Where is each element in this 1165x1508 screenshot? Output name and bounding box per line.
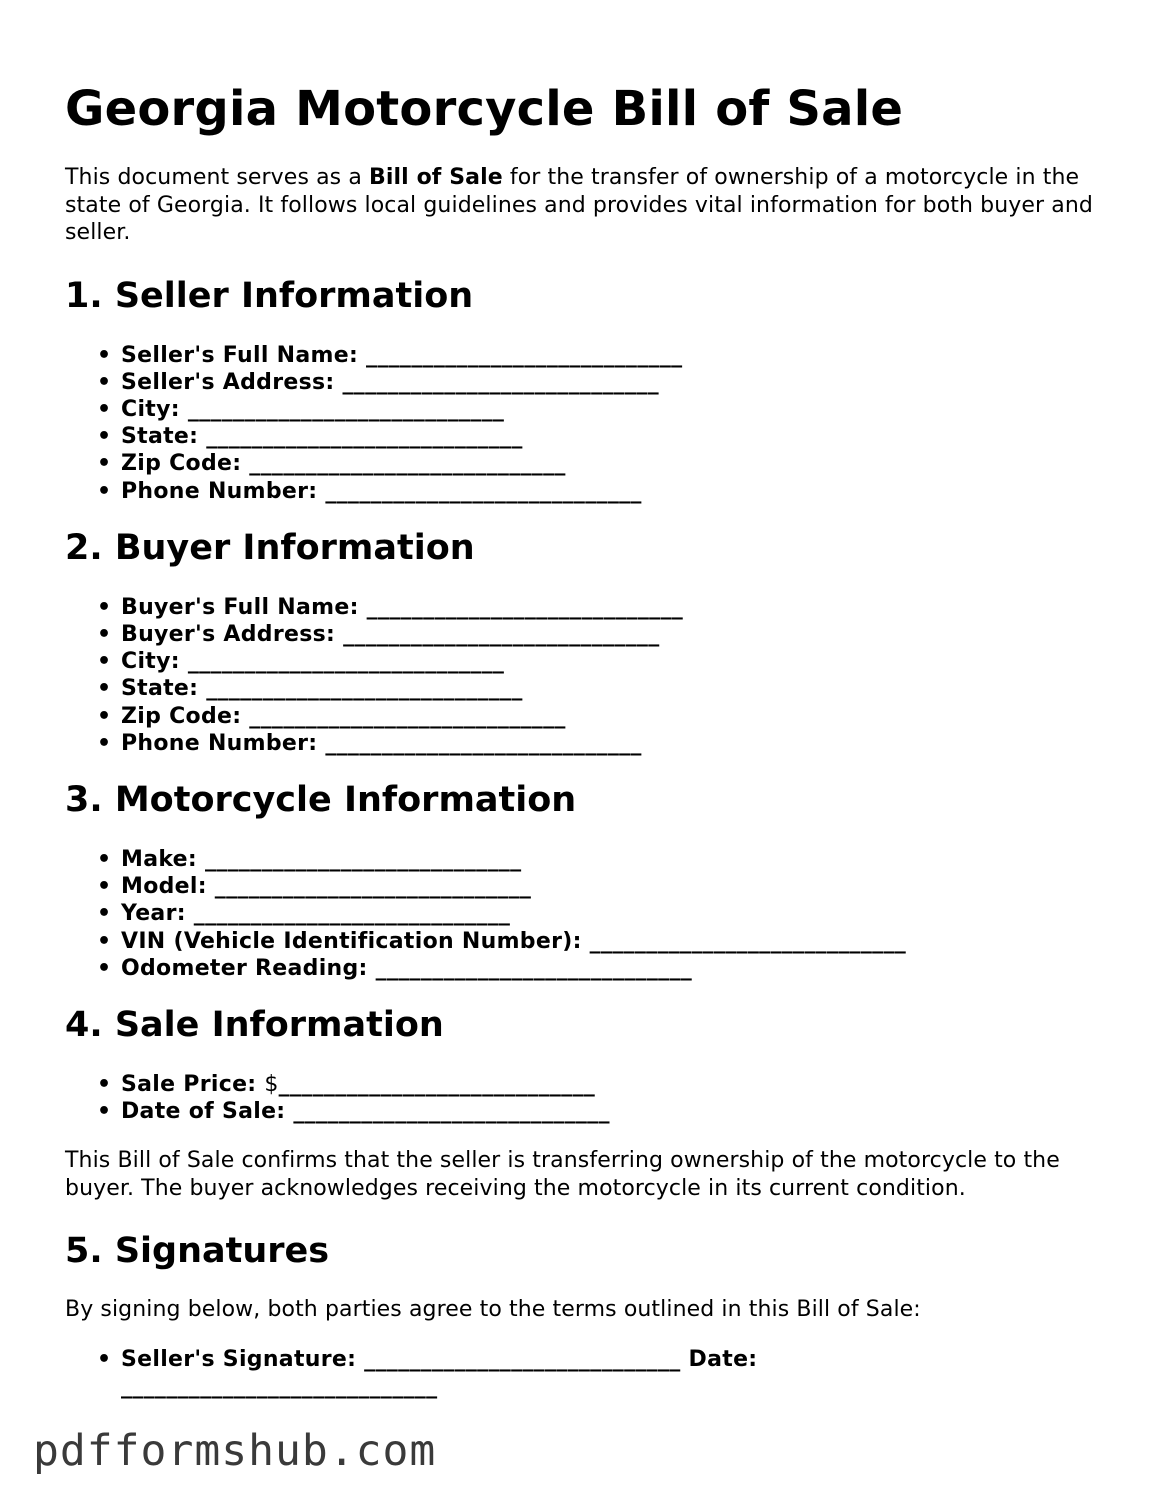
signature-blank[interactable]: ____________________________	[364, 1346, 681, 1372]
fill-blank[interactable]: ____________________________	[325, 478, 642, 504]
year-field[interactable]: • Year: ____________________________	[97, 900, 1105, 927]
fill-blank[interactable]: ____________________________	[249, 451, 566, 477]
sale-section-heading: 4. Sale Information	[65, 1004, 444, 1045]
seller-state-field[interactable]: • State: ____________________________	[97, 423, 1105, 450]
seller-address-field[interactable]: • Seller's Address: ____________________________	[97, 369, 1105, 396]
fill-blank[interactable]: ____________________________	[366, 594, 684, 620]
motorcycle-field-list	[65, 846, 1105, 982]
buyer-state-field[interactable]: • State: ____________________________	[97, 675, 1105, 702]
fill-blank[interactable]: ____________________________	[187, 396, 505, 422]
seller-section-heading: 1. Seller Information	[65, 275, 474, 316]
fill-blank[interactable]: ____________________________	[342, 369, 659, 395]
watermark: pdfformshub.com	[33, 1426, 437, 1476]
fill-blank[interactable]: ____________________________	[293, 1099, 610, 1125]
fill-blank[interactable]: ____________________________	[278, 1071, 596, 1097]
signatures-section-heading: 5. Signatures	[65, 1231, 330, 1272]
seller-full-name-field[interactable]: • Seller's Full Name: ____________________________	[97, 342, 1105, 369]
fill-blank[interactable]: ____________________________	[325, 730, 642, 756]
model-field[interactable]: • Model: ____________________________	[97, 873, 1105, 900]
sale-field-list	[65, 1071, 1105, 1125]
fill-blank[interactable]: ____________________________	[366, 342, 683, 368]
fill-blank[interactable]: ____________________________	[187, 649, 505, 675]
document-page	[65, 80, 1105, 1400]
buyer-address-field[interactable]: • Buyer's Address: ____________________________	[97, 621, 1105, 648]
fill-blank[interactable]: ____________________________	[589, 928, 907, 954]
fill-blank[interactable]: ____________________________	[206, 424, 523, 450]
fill-blank[interactable]: ____________________________	[206, 676, 523, 702]
signature-field-list	[65, 1346, 837, 1400]
fill-blank[interactable]: ____________________________	[193, 901, 511, 927]
buyer-full-name-field[interactable]: • Buyer's Full Name: ____________________________	[97, 594, 1105, 621]
sale-price-field[interactable]: • Sale Price: $____________________________	[97, 1071, 1105, 1098]
odometer-field[interactable]: • Odometer Reading: ____________________________	[97, 955, 1105, 982]
sale-confirmation-paragraph: This Bill of Sale confirms that the seller is transferring ownership of the motorcycle to the buyer. The buyer acknowledges receiving the motorcycle in its current condition.	[65, 1148, 1060, 1201]
buyer-city-field[interactable]: • City: ____________________________	[97, 648, 1105, 675]
fill-blank[interactable]: ____________________________	[204, 846, 522, 872]
seller-zip-field[interactable]: • Zip Code: ____________________________	[97, 450, 1105, 477]
buyer-zip-field[interactable]: • Zip Code: ____________________________	[97, 703, 1105, 730]
intro-paragraph	[65, 164, 1105, 247]
fill-blank[interactable]: ____________________________	[375, 955, 693, 981]
signatures-intro: By signing below, both parties agree to the terms outlined in this Bill of Sale:	[65, 1297, 921, 1323]
seller-signature-field[interactable]: • Seller's Signature: ____________________________ Date: ____________________________	[97, 1346, 837, 1400]
sale-date-field[interactable]: • Date of Sale: ____________________________	[97, 1098, 1105, 1125]
buyer-phone-field[interactable]: • Phone Number: ____________________________	[97, 730, 1105, 757]
fill-blank[interactable]: ____________________________	[343, 621, 660, 647]
buyer-field-list	[65, 594, 1105, 757]
motorcycle-section-heading: 3. Motorcycle Information	[65, 779, 577, 820]
seller-city-field[interactable]: • City: ____________________________	[97, 396, 1105, 423]
intro-text-after: for the transfer of ownership of a motorcycle in the state of Georgia. It follows local guidelines and provides vital information for both buyer and seller.	[65, 165, 1093, 245]
signature-date-blank[interactable]: ____________________________	[121, 1374, 438, 1400]
intro-bold-term: Bill of Sale	[369, 165, 503, 190]
buyer-section-heading: 2. Buyer Information	[65, 527, 475, 568]
seller-field-list	[65, 342, 1105, 505]
intro-text-before: This document serves as a	[65, 165, 370, 190]
dollar-sign: $	[264, 1071, 279, 1097]
vin-field[interactable]: • VIN (Vehicle Identification Number): ____________________________	[97, 928, 1105, 955]
fill-blank[interactable]: ____________________________	[249, 703, 566, 729]
make-field[interactable]: • Make: ____________________________	[97, 846, 1105, 873]
document-title: Georgia Motorcycle Bill of Sale	[65, 81, 904, 137]
fill-blank[interactable]: ____________________________	[214, 874, 532, 900]
signature-date-label: Date:	[688, 1346, 758, 1372]
seller-phone-field[interactable]: • Phone Number: ____________________________	[97, 478, 1105, 505]
